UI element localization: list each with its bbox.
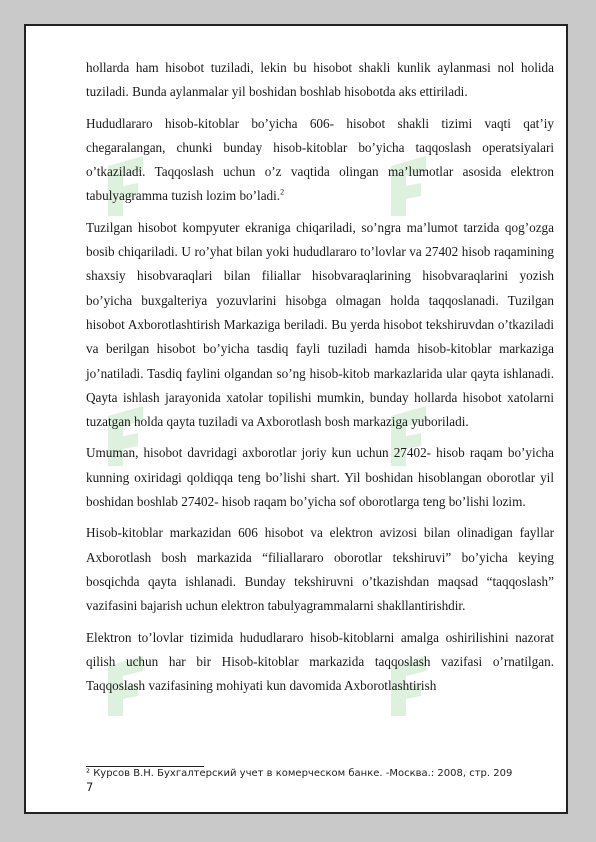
paragraph-text: Hududlararo hisob-kitoblar bo’yicha 606- hisobot shakli tizimi vaqti qat’iy chegaralangan, chunki bunday hisob-kitoblar bo’yicha taqqoslash operatsiyalari o’tkaziladi. Taqqoslash uchun o’z vaqtida olingan ma’lumotlar asosida elektron tabulyagramma tuzish lozim bo’ladi. — [86, 115, 554, 204]
paragraph: Hisob-kitoblar markazidan 606 hisobot va elektron avizosi bilan olinadigan fayllar Axborotlash bosh markazida “filiallararo oborotlar tekshiruvi” bo’yicha keying bosqichda qayta ishlanadi. Bunday tekshiruvni o’tkazishdan maqsad “taqqoslash” vazifasini bajarish uchun elektron tabulyagrammalarni shakllantirishdir. — [86, 525, 554, 614]
footnote-divider — [86, 766, 204, 767]
paragraph: hollarda ham hisobot tuziladi, lekin bu hisobot shakli kunlik aylanmasi nol holida tuziladi. Bunda aylanmalar yil boshidan boshlab hisobotda aks ettiriladi. — [86, 60, 554, 100]
document-page — [24, 24, 568, 814]
paragraph: Umuman, hisobot davridagi axborotlar joriy kun uchun 27402- hisob raqam bo’yicha kunning oxiridagi qoldiqqa teng bo’lishi shart. Yil boshidan hisoblangan oborotlar yil boshidan boshlab 27402- hisob raqam bo’yicha sof oborotlarga teng bo’lishi lozim. — [86, 445, 554, 510]
body-text — [86, 56, 554, 705]
footnote: ² Курсов В.Н. Бухгалтерский учет в комерческом банке. -Москва.: 2008, стр. 209 — [86, 768, 513, 779]
page-number: 7 — [86, 780, 94, 794]
paragraph: Elektron to’lovlar tizimida hududlararo hisob-kitoblarni amalga oshirilishini nazorat qilish uchun har bir Hisob-kitoblar markazida taqqoslash vazifasi o’rnatilgan. Taqqoslash vazifasining mohiyati kun davomida Axborotlashtirish — [86, 629, 554, 694]
paragraph — [86, 112, 554, 209]
footnote-reference[interactable]: 2 — [280, 188, 285, 198]
paragraph: Tuzilgan hisobot kompyuter ekraniga chiqariladi, so’ngra ma’lumot tarzida qog’ozga bosib chiqariladi. U ro’yhat bilan yoki hududlararo to’lovlar va 27402 hisob raqamining shaxsiy hisobvaraqlari bilan filiallar hisobvaraqlarining hisobvaraqlarini yozish bo’yicha buxgalteriya yozuvlarini hisobga olmagan holda taqqoslanadi. Tuzilgan hisobot Axborotlashtirish Markaziga beriladi. Bu yerda hisobot tekshiruvdan o’tkaziladi va berilgan hisobot bo’yicha tasdiq fayli tuziladi hamda hisob-kitoblar markaziga jo’natiladi. Tasdiq faylini olgandan so’ng hisob-kitob markazlarida ular qayta ishlanadi. Qayta ishlash jarayonida xatolar topilishi mumkin, bunday hollarda hisobot xatolarni tuzatgan holda qayta tuziladi va Axborotlash bosh markaziga yuboriladi. — [86, 219, 554, 430]
